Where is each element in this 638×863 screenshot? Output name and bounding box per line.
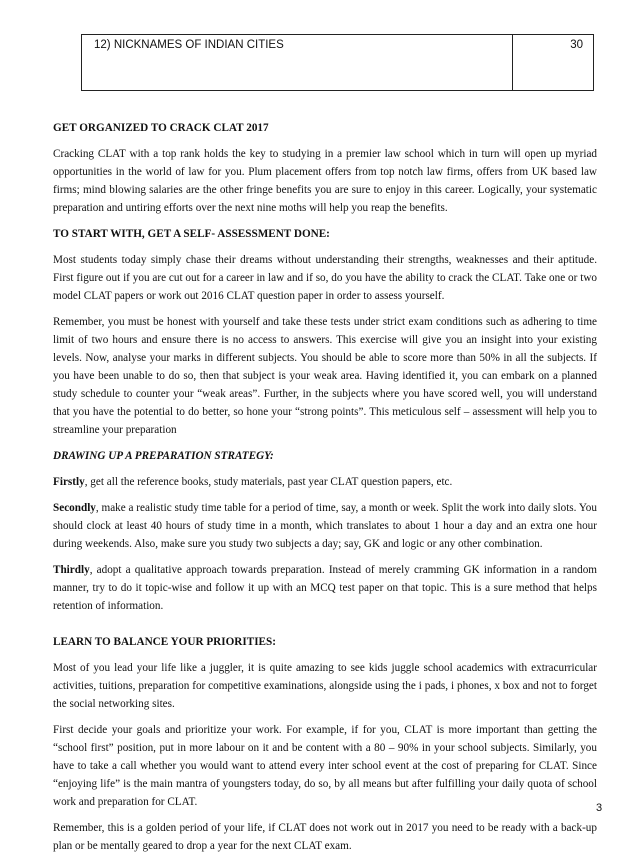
section-heading-self-assessment: TO START WITH, GET A SELF- ASSESSMENT DONE:: [53, 228, 330, 240]
priorities-paragraph-3: Remember, this is a golden period of your life, if CLAT does not work out in 2017 you need to be ready with a back-up plan or be mentally geared to drop a year for the next CLAT exam.: [53, 822, 597, 852]
self-assessment-paragraph-2: Remember, you must be honest with yourself and take these tests under strict exam conditions such as adhering to time limit of two hours and ensure there is no access to answers. This exercise will give you an insight into your existing levels. Now, analyse your marks in different subjects. You should be able to score more than 50% in all the subjects. If you have been unable to do so, then that subject is your weak area. Having identified it, you can embark on a planned study schedule to counter your “weak areas”. Further, in the subjects where you have scored well, you will understand that you have the potential to do better, so hone your “strong points”. This meticulous self – assessment will help you to streamline your preparation: [53, 316, 597, 436]
article: [53, 119, 597, 863]
section-heading-priorities: LEARN TO BALANCE YOUR PRIORITIES:: [53, 636, 276, 648]
thirdly-text: , adopt a qualitative approach towards preparation. Instead of merely cramming GK information in a random manner, try to do it topic-wise and follow it up with an MCQ test paper on that topic. This is a sure method that helps retention of information.: [53, 564, 597, 612]
intro-paragraph: Cracking CLAT with a top rank holds the key to studying in a premier law school which in turn will open up myriad opportunities in the world of law for you. Plum placement offers from top notch law firms, offers from UK based law firms; mind blowing salaries are the other fringe benefits you are sure to enjoy in this career. Logically, your systematic preparation and untiring efforts over the next nine moths will help you reap the benefits.: [53, 148, 597, 214]
firstly-text: , get all the reference books, study materials, past year CLAT question papers, etc.: [84, 476, 453, 488]
self-assessment-paragraph-1: Most students today simply chase their dreams without understanding their strengths, weaknesses and their aptitude. First figure out if you are cut out for a career in law and if so, do you have the ability to crack the CLAT. Take one or two model CLAT papers or work out 2016 CLAT question paper in order to assess yourself.: [53, 254, 597, 302]
firstly-lead: Firstly: [53, 476, 85, 488]
strategy-secondly-paragraph: [53, 499, 597, 553]
toc-entry-page: 30: [570, 39, 583, 51]
secondly-text: , make a realistic study time table for a period of time, say, a month or week. Split the work into daily slots. You should clock at least 40 hours of study time in a month, which translates to about 1 hour a day and an extra one hour during weekends. Also, make sure you study two subjects a day; say, GK and logic or any other combination.: [53, 502, 597, 550]
strategy-thirdly-paragraph: [53, 561, 597, 615]
section-spacer: [53, 623, 597, 633]
thirdly-lead: Thirdly: [53, 564, 90, 576]
page-number: 3: [596, 802, 603, 814]
priorities-paragraph-1: Most of you lead your life like a juggler, it is quite amazing to see kids juggle school academics with extracurricular activities, tuitions, preparation for competitive examinations, alongside using the i pads, i phones, x box and not to forget the social networking sites.: [53, 662, 597, 710]
toc-entry-title: 12) NICKNAMES OF INDIAN CITIES: [94, 39, 284, 51]
strategy-firstly-paragraph: [53, 473, 597, 491]
section-heading-strategy: DRAWING UP A PREPARATION STRATEGY:: [53, 450, 274, 462]
secondly-lead: Secondly: [53, 502, 96, 514]
toc-table: [81, 34, 594, 91]
article-title: GET ORGANIZED TO CRACK CLAT 2017: [53, 122, 269, 134]
priorities-paragraph-2: First decide your goals and prioritize your work. For example, if for you, CLAT is more important than getting the “school first” position, put in more labour on it and be content with a 80 – 90% in your school subjects. Similarly, you have to take a call whether you would want to attend every inter school event at the cost of preparing for CLAT. Since “enjoying life” is the main mantra of youngsters today, do so, by all means but after fulfilling your daily quota of school work and preparation for CLAT.: [53, 724, 597, 808]
toc-column-divider: [512, 35, 513, 90]
